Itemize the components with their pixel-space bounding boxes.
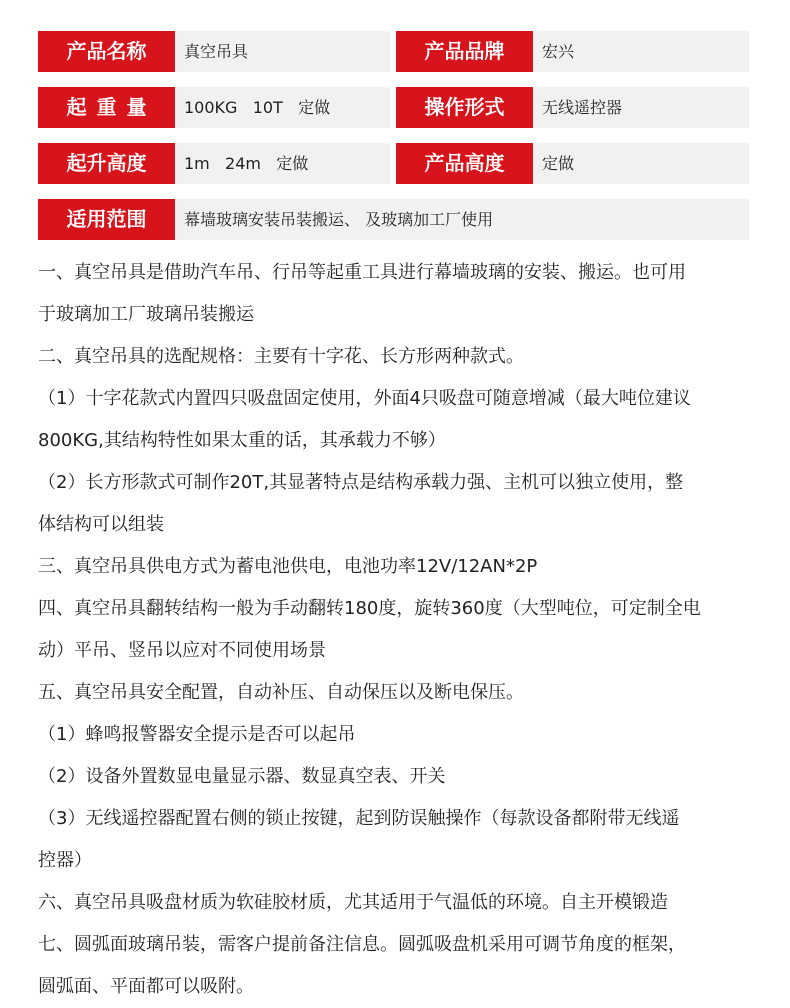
spec-label: 适用范围 [38,199,175,240]
spec-value: 100KG 10T 定做 [175,87,390,128]
desc-line: 六、真空吊具吸盘材质为软硅胶材质，尤其适用于气温低的环境。自主开模锻造 [38,892,668,913]
desc-line: 一、真空吊具是借助汽车吊、行吊等起重工具进行幕墙玻璃的安装、搬运。也可用 [38,262,686,283]
spec-row-scope [38,199,749,240]
spec-label: 产品名称 [38,31,175,72]
desc-line: 体结构可以组装 [38,514,164,535]
spec-label: 起重量 [38,87,175,128]
desc-line: 五、真空吊具安全配置，自动补压、自动保压以及断电保压。 [38,682,524,703]
spec-label: 产品高度 [396,143,533,184]
desc-line: （2）长方形款式可制作20T,其显著特点是结构承载力强、主机可以独立使用，整 [38,472,684,493]
desc-line: （1）蜂鸣报警器安全提示是否可以起吊 [38,724,356,745]
spec-row-product-name [38,31,749,72]
spec-label: 操作形式 [396,87,533,128]
desc-line: （2）设备外置数显电量显示器、数显真空表、开关 [38,766,446,787]
desc-line: （3）无线遥控器配置右侧的锁止按键，起到防误触操作（每款设备都附带无线遥 [38,808,680,829]
spec-value: 幕墙玻璃安装吊装搬运、 及玻璃加工厂使用 [175,199,749,240]
description [38,252,754,1008]
spec-value: 无线遥控器 [533,87,749,128]
spec-row-lifting-height [38,143,749,184]
desc-line: 三、真空吊具供电方式为蓄电池供电，电池功率12V/12AN*2P [38,556,538,577]
desc-line: 800KG,其结构特性如果太重的话，其承载力不够） [38,430,446,451]
desc-line: 四、真空吊具翻转结构一般为手动翻转180度，旋转360度（大型吨位，可定制全电 [38,598,701,619]
spec-value: 定做 [533,143,749,184]
spec-label: 起升高度 [38,143,175,184]
desc-line: 七、圆弧面玻璃吊装，需客户提前备注信息。圆弧吸盘机采用可调节角度的框架， [38,934,686,955]
spec-label: 产品品牌 [396,31,533,72]
spec-row-lifting-weight [38,87,749,128]
desc-line: 于玻璃加工厂玻璃吊装搬运 [38,304,254,325]
desc-line: 圆弧面、平面都可以吸附。 [38,976,254,997]
spec-value: 真空吊具 [175,31,390,72]
desc-line: 动）平吊、竖吊以应对不同使用场景 [38,640,326,661]
spec-value: 1m 24m 定做 [175,143,390,184]
spec-value: 宏兴 [533,31,749,72]
desc-line: 控器） [38,850,92,871]
desc-line: （1）十字花款式内置四只吸盘固定使用，外面4只吸盘可随意增减（最大吨位建议 [38,388,691,409]
desc-line: 二、真空吊具的选配规格：主要有十字花、长方形两种款式。 [38,346,524,367]
